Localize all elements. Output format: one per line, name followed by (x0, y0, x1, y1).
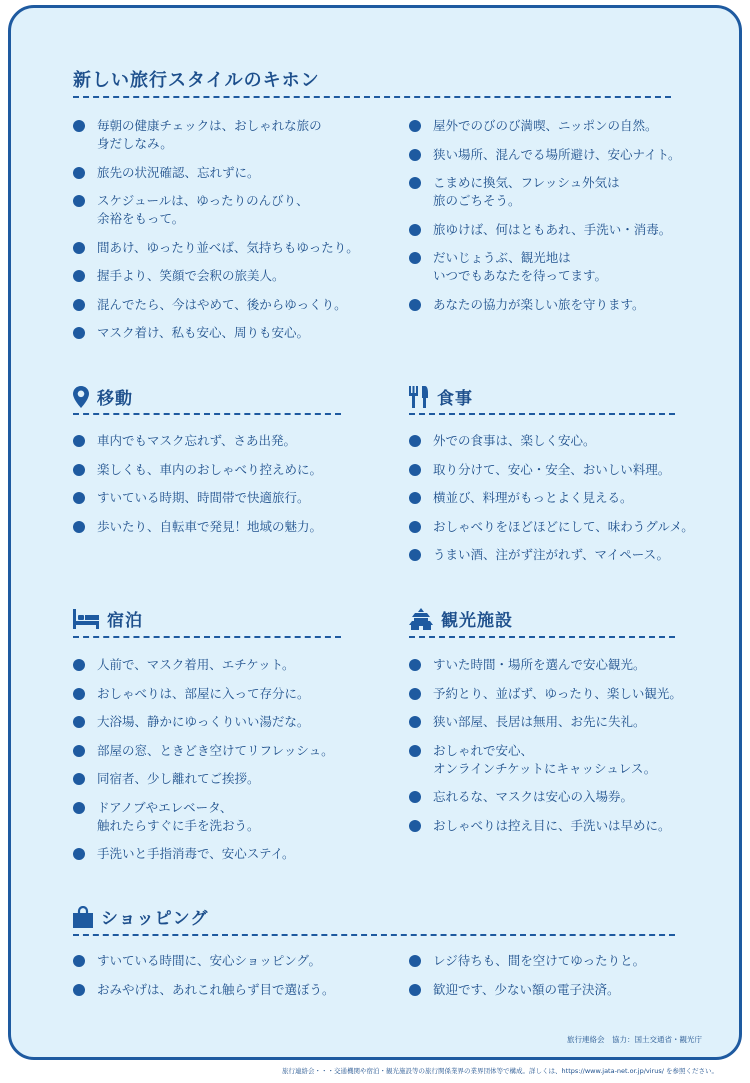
dining-section-title (409, 384, 473, 409)
list-item: うまい酒、注がず注がれず、マイペース。 (409, 546, 729, 564)
list-item: おしゃべりは、部屋に入って存分に。 (73, 685, 393, 703)
transport-section-title (73, 384, 133, 409)
list-item: 狭い場所、混んでる場所避け、安心ナイト。 (409, 146, 709, 164)
list-item: 大浴場、静かにゆっくりいい湯だな。 (73, 713, 393, 731)
castle-icon (409, 608, 433, 630)
list-item: 取り分けて、安心・安全、おいしい料理。 (409, 461, 729, 479)
list-item: 車内でもマスク忘れず、さあ出発。 (73, 432, 373, 450)
list-item: だいじょうぶ、観光地は いつでもあなたを待ってます。 (409, 249, 709, 285)
list-item: 間あけ、ゆったり並べば、気持ちもゆったり。 (73, 239, 393, 257)
shopping-section-title (73, 904, 208, 929)
list-item: 予約とり、並ばず、ゆったり、楽しい観光。 (409, 685, 729, 703)
list-item: 忘れるな、マスクは安心の入場券。 (409, 788, 729, 806)
list-item: 歩いたり、自転車で発見！地域の魅力。 (73, 518, 373, 536)
list-item: すいている時期、時間帯で快適旅行。 (73, 489, 373, 507)
list-item: おしゃれで安心、 オンラインチケットにキャッシュレス。 (409, 742, 729, 778)
dining-title-text: 食事 (437, 389, 473, 409)
sightseeing-section-title (409, 606, 513, 631)
bed-icon (73, 609, 99, 629)
sightseeing-divider (409, 636, 675, 638)
main-left-list (73, 117, 393, 353)
list-item: おみやげは、あれこれ触らず目で選ぼう。 (73, 981, 393, 999)
shopping-title-text: ショッピング (101, 909, 209, 929)
list-item: 横並び、料理がもっとよく見える。 (409, 489, 729, 507)
main-right-list (409, 117, 709, 324)
transport-list (73, 432, 373, 546)
list-item: おしゃべりをほどほどにして、味わうグルメ。 (409, 518, 729, 536)
list-item: マスク着け、私も安心、周りも安心。 (73, 324, 393, 342)
transport-divider (73, 413, 341, 415)
list-item: あなたの協力が楽しい旅を守ります。 (409, 296, 709, 314)
list-item: 楽しくも、車内のおしゃべり控えめに。 (73, 461, 373, 479)
main-divider (73, 96, 671, 98)
lodging-title-text: 宿泊 (107, 611, 143, 631)
list-item: すいた時間・場所を選んで安心観光。 (409, 656, 729, 674)
list-item: 歓迎です、少ない額の電子決済。 (409, 981, 709, 999)
credit-line: 旅行連絡会 協力：国土交通省・観光庁 (567, 1035, 702, 1044)
lodging-list (73, 656, 393, 874)
list-item: 外での食事は、楽しく安心。 (409, 432, 729, 450)
transport-title-text: 移動 (97, 389, 133, 409)
list-item: 狭い部屋、長居は無用、お先に失礼。 (409, 713, 729, 731)
fork-knife-icon (409, 386, 429, 408)
list-item: 混んでたら、今はやめて、後からゆっくり。 (73, 296, 393, 314)
main-section-title (73, 66, 320, 92)
sightseeing-title-text: 観光施設 (441, 611, 513, 631)
main-title-text: 新しい旅行スタイルのキホン (73, 70, 320, 91)
list-item: 屋外でのびのび満喫、ニッポンの自然。 (409, 117, 709, 135)
footer-note: 旅行連絡会・・・交通機関や宿泊・観光施設等の旅行関係業界の業界団体等で構成。詳しくは、https://www.jata-net.or.jp/virus/ を参照ください。 (282, 1067, 718, 1075)
list-item: 握手より、笑顔で会釈の旅美人。 (73, 267, 393, 285)
dining-list (409, 432, 729, 575)
list-item: すいている時間に、安心ショッピング。 (73, 952, 393, 970)
list-item: 旅先の状況確認、忘れずに。 (73, 164, 393, 182)
shopping-divider (73, 934, 675, 936)
list-item: こまめに換気、フレッシュ外気は 旅のごちそう。 (409, 174, 709, 210)
list-item: おしゃべりは控え目に、手洗いは早めに。 (409, 817, 729, 835)
dining-divider (409, 413, 675, 415)
shopping-right-list (409, 952, 709, 1009)
list-item: 旅ゆけば、何はともあれ、手洗い・消毒。 (409, 221, 709, 239)
map-pin-icon (73, 386, 89, 408)
list-item: 手洗いと手指消毒で、安心ステイ。 (73, 845, 393, 863)
list-item: ドアノブやエレベータ、 触れたらすぐに手を洗おう。 (73, 799, 393, 835)
lodging-divider (73, 636, 341, 638)
list-item: 部屋の窓、ときどき空けてリフレッシュ。 (73, 742, 393, 760)
shopping-bag-icon (73, 906, 93, 928)
lodging-section-title (73, 606, 143, 631)
list-item: スケジュールは、ゆったりのんびり、 余裕をもって。 (73, 192, 393, 228)
list-item: 人前で、マスク着用、エチケット。 (73, 656, 393, 674)
sightseeing-list (409, 656, 729, 845)
list-item: 毎朝の健康チェックは、おしゃれな旅の 身だしなみ。 (73, 117, 393, 153)
list-item: 同宿者、少し離れてご挨拶。 (73, 770, 393, 788)
shopping-left-list (73, 952, 393, 1009)
list-item: レジ待ちも、間を空けてゆったりと。 (409, 952, 709, 970)
